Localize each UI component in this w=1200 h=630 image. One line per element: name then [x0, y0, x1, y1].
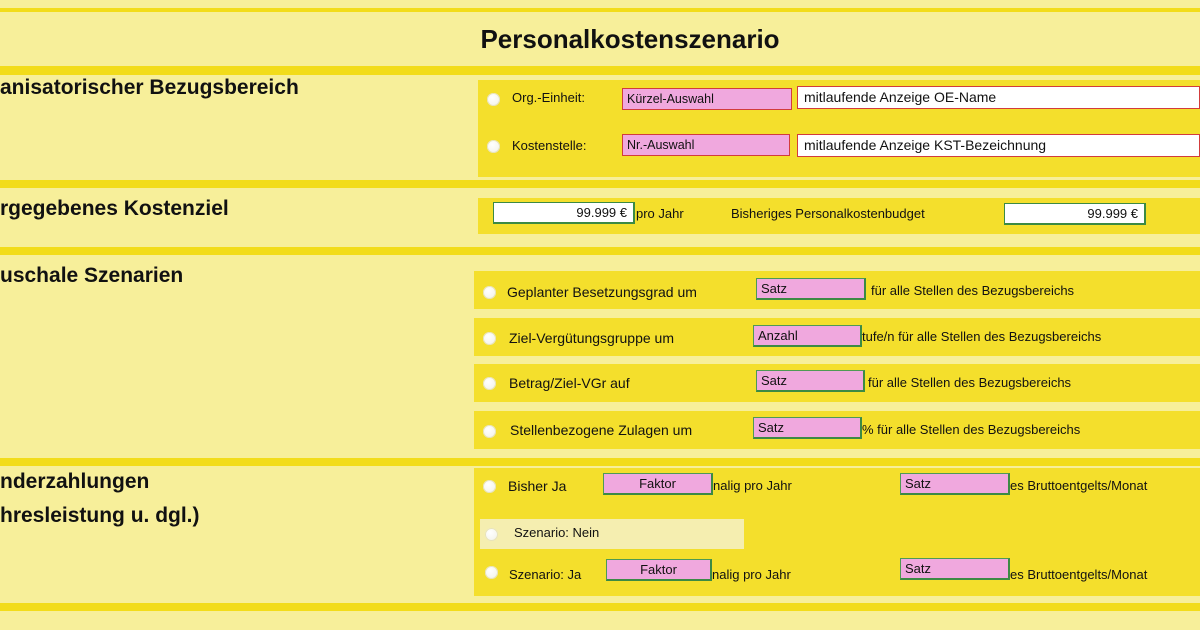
budget-value: 99.999 €: [1004, 203, 1146, 225]
org-rule: [0, 180, 1200, 188]
szenario-ja-mid-text: nalig pro Jahr: [712, 567, 791, 582]
verguetungsgruppe-suffix: tufe/n für alle Stellen des Bezugsbereichs: [862, 329, 1102, 344]
betrag-satz-field[interactable]: Satz: [756, 370, 865, 392]
verguetungsgruppe-radio[interactable]: [483, 332, 496, 345]
bisher-faktor-field[interactable]: Faktor: [603, 473, 713, 495]
szenario-ja-faktor-field[interactable]: Faktor: [606, 559, 712, 581]
bisher-label: Bisher Ja: [508, 478, 567, 494]
kst-display-field: mitlaufende Anzeige KST-Bezeichnung: [797, 134, 1200, 157]
zulagen-label: Stellenbezogene Zulagen um: [510, 422, 693, 438]
szenario-ja-satz-field[interactable]: Satz: [900, 558, 1010, 580]
section-kostenziel-heading: rgegebenes Kostenziel: [0, 197, 229, 220]
section-org-heading: anisatorischer Bezugsbereich: [0, 76, 299, 99]
szenario-nein-label: Szenario: Nein: [514, 525, 600, 540]
kostenziel-rule: [0, 247, 1200, 255]
oe-label: Org.-Einheit:: [512, 90, 585, 105]
bisher-end-text: es Bruttoentgelts/Monat: [1010, 478, 1148, 493]
section-sonder-heading: nderzahlungen: [0, 470, 150, 493]
bisher-satz-field[interactable]: Satz: [900, 473, 1010, 495]
pauschal-rule: [0, 458, 1200, 466]
besetzungsgrad-satz-field[interactable]: Satz: [756, 278, 866, 300]
section-sonder-subheading: hresleistung u. dgl.): [0, 504, 200, 527]
besetzungsgrad-label: Geplanter Besetzungsgrad um: [507, 284, 697, 300]
szenario-ja-end-text: es Bruttoentgelts/Monat: [1010, 567, 1148, 582]
bottom-rule: [0, 603, 1200, 611]
kst-radio[interactable]: [487, 140, 500, 153]
budget-label: Bisheriges Personalkostenbudget: [731, 206, 925, 221]
pro-jahr-label: pro Jahr: [636, 206, 684, 221]
szenario-ja-label: Szenario: Ja: [509, 567, 582, 582]
top-rule: [0, 8, 1200, 12]
bisher-mid-text: nalig pro Jahr: [713, 478, 792, 493]
oe-select[interactable]: Kürzel-Auswahl: [622, 88, 792, 110]
verguetungsgruppe-label: Ziel-Vergütungsgruppe um: [509, 330, 674, 346]
verguetungsgruppe-anzahl-field[interactable]: Anzahl: [753, 325, 862, 347]
szenario-ja-radio[interactable]: [485, 566, 498, 579]
kst-select[interactable]: Nr.-Auswahl: [622, 134, 790, 156]
zulagen-radio[interactable]: [483, 425, 496, 438]
szenario-nein-radio[interactable]: [485, 528, 498, 541]
section-pauschal-heading: uschale Szenarien: [0, 264, 184, 287]
page-title: Personalkostenszenario: [480, 24, 780, 54]
zulagen-suffix: % für alle Stellen des Bezugsbereichs: [862, 422, 1081, 437]
kst-label: Kostenstelle:: [512, 138, 587, 153]
kostenziel-input[interactable]: 99.999 €: [493, 202, 635, 224]
besetzungsgrad-suffix: für alle Stellen des Bezugsbereichs: [871, 283, 1075, 298]
betrag-radio[interactable]: [483, 377, 496, 390]
bisher-radio[interactable]: [483, 480, 496, 493]
betrag-suffix: für alle Stellen des Bezugsbereichs: [868, 375, 1072, 390]
oe-display-field: mitlaufende Anzeige OE-Name: [797, 86, 1200, 109]
besetzungsgrad-radio[interactable]: [483, 286, 496, 299]
oe-radio[interactable]: [487, 93, 500, 106]
zulagen-satz-field[interactable]: Satz: [753, 417, 862, 439]
betrag-label: Betrag/Ziel-VGr auf: [509, 375, 630, 391]
